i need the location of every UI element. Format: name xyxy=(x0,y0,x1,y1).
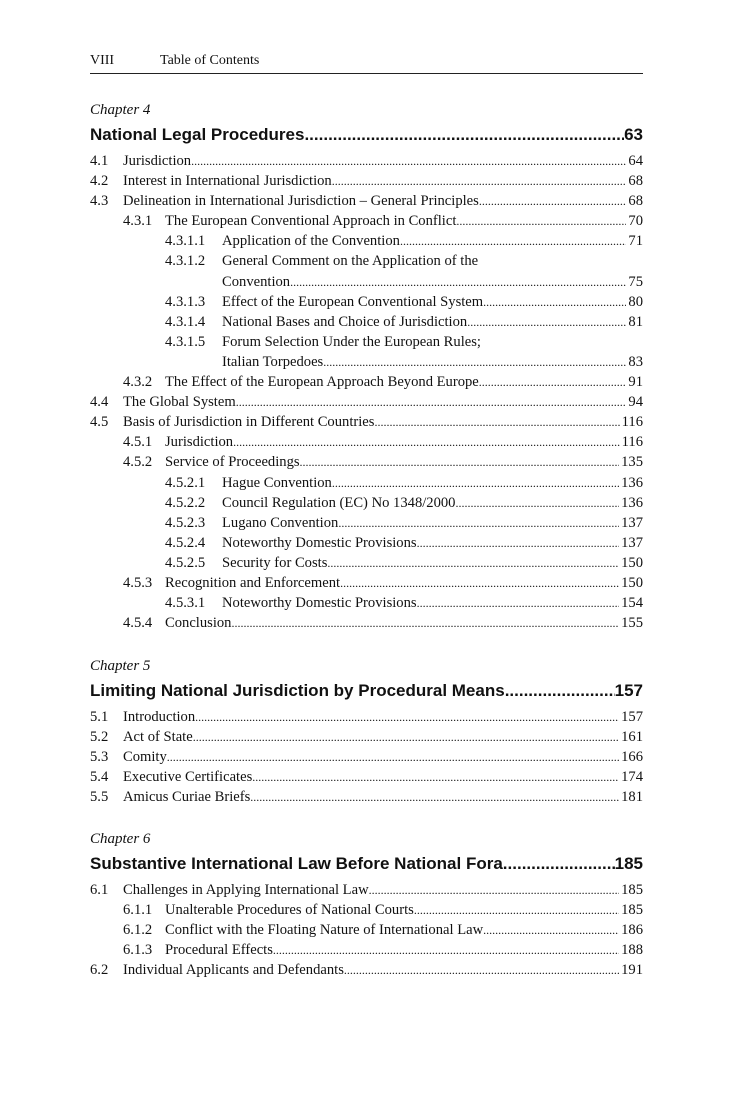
leader-dots xyxy=(340,573,619,593)
entry-title: Effect of the European Conventional System xyxy=(222,293,484,310)
entry-number: 4.3.1 xyxy=(123,213,153,230)
entry-title: Jurisdiction xyxy=(165,434,234,451)
leader-dots xyxy=(456,211,626,231)
entry-title: Amicus Curiae Briefs xyxy=(123,789,251,806)
toc-entry[interactable] xyxy=(90,573,643,593)
entry-title: Conclusion xyxy=(165,615,232,632)
leader-dots xyxy=(304,121,624,149)
toc-entries xyxy=(90,151,643,633)
toc-entry[interactable] xyxy=(90,767,643,787)
toc-entry[interactable] xyxy=(90,171,643,191)
entry-title: Comity xyxy=(123,749,167,766)
entry-page: 155 xyxy=(621,615,643,632)
toc-entry[interactable] xyxy=(90,452,643,472)
chapter-label: Chapter 6 xyxy=(90,831,151,847)
leader-dots xyxy=(479,372,627,392)
entry-number: 5.4 xyxy=(90,769,109,786)
entry-page: 137 xyxy=(621,534,643,551)
chapter-6-section xyxy=(90,828,643,980)
leader-dots xyxy=(231,613,619,633)
leader-dots xyxy=(233,432,620,452)
entry-number: 6.1.3 xyxy=(123,942,153,959)
entry-page: 157 xyxy=(621,709,643,725)
leader-dots xyxy=(369,880,620,900)
chapter-5-section xyxy=(90,655,643,807)
chapter-title: Limiting National Jurisdiction by Procedural Means xyxy=(90,681,505,700)
entry-title: Service of Proceedings xyxy=(165,454,300,471)
toc-entry[interactable] xyxy=(90,372,643,392)
toc-entry[interactable] xyxy=(90,191,643,211)
entry-number: 4.5.2.2 xyxy=(165,494,206,511)
entry-number: 6.1.2 xyxy=(123,922,153,939)
toc-entry[interactable] xyxy=(90,292,643,312)
entry-title: Forum Selection Under the European Rules; xyxy=(222,333,481,350)
leader-dots xyxy=(290,272,626,292)
leader-dots xyxy=(327,553,619,573)
entry-number: 4.3.2 xyxy=(123,374,153,391)
entry-title: Procedural Effects xyxy=(165,942,273,959)
entry-number: 4.1 xyxy=(90,153,109,169)
leader-dots xyxy=(167,747,619,767)
leader-dots xyxy=(236,392,627,412)
entry-number: 4.5 xyxy=(90,414,109,431)
entry-number: 4.5.2.3 xyxy=(165,514,206,531)
entry-number: 6.1 xyxy=(90,882,109,898)
entry-page: 70 xyxy=(628,213,643,230)
entry-page: 150 xyxy=(621,554,643,571)
entry-number: 4.3.1.2 xyxy=(165,253,206,270)
entry-title: National Bases and Choice of Jurisdiction xyxy=(222,313,468,330)
chapter-title-link[interactable] xyxy=(90,677,643,705)
leader-dots xyxy=(344,960,619,980)
leader-dots xyxy=(250,787,619,807)
entry-page: 185 xyxy=(621,882,643,898)
entry-number: 5.2 xyxy=(90,729,109,746)
entry-title: Executive Certificates xyxy=(123,769,253,786)
entry-page: 64 xyxy=(628,153,643,169)
entry-number: 5.3 xyxy=(90,749,109,766)
page-number: VIII xyxy=(90,53,115,68)
toc-entry[interactable] xyxy=(90,352,643,372)
entry-page: 185 xyxy=(621,902,643,919)
entry-number: 5.5 xyxy=(90,789,109,806)
entry-page: 81 xyxy=(628,313,643,330)
entry-page: 68 xyxy=(628,193,643,210)
entry-page: 137 xyxy=(621,514,643,531)
entry-number: 4.5.2 xyxy=(123,454,153,471)
leader-dots xyxy=(323,352,626,372)
toc-entry[interactable] xyxy=(90,613,643,633)
entry-title: Basis of Jurisdiction in Different Countries xyxy=(123,414,375,431)
leader-dots xyxy=(467,312,626,332)
entry-number: 4.3.1.4 xyxy=(165,313,206,330)
entry-title: Council Regulation (EC) No 1348/2000 xyxy=(222,494,456,511)
leader-dots xyxy=(483,920,619,940)
leader-dots xyxy=(505,677,615,705)
entry-number: 4.5.2.1 xyxy=(165,474,206,491)
entry-number: 4.5.3 xyxy=(123,574,153,591)
entry-title: Introduction xyxy=(123,709,196,725)
toc-entries xyxy=(90,880,643,980)
entry-number: 4.5.2.5 xyxy=(165,554,206,571)
entry-title: Italian Torpedoes xyxy=(222,353,324,370)
toc-entry[interactable] xyxy=(90,900,643,920)
toc-entry[interactable] xyxy=(90,553,643,573)
leader-dots xyxy=(479,191,627,211)
toc-entry[interactable] xyxy=(90,251,643,271)
entry-title: Unalterable Procedures of National Courts xyxy=(165,902,414,919)
entry-page: 71 xyxy=(628,233,643,250)
toc-entry[interactable] xyxy=(90,312,643,332)
chapter-title-link[interactable] xyxy=(90,850,643,878)
entry-title: Convention xyxy=(222,273,291,290)
leader-dots xyxy=(300,452,620,472)
chapter-title-link[interactable] xyxy=(90,121,643,149)
leader-dots xyxy=(332,171,627,191)
entry-title: Challenges in Applying International Law xyxy=(123,882,369,898)
leader-dots xyxy=(338,513,619,533)
entry-page: 191 xyxy=(621,962,643,979)
toc-entry[interactable] xyxy=(90,513,643,533)
entry-title: Lugano Convention xyxy=(222,514,339,531)
toc-entry[interactable] xyxy=(90,412,643,432)
entry-title: Act of State xyxy=(123,729,193,746)
chapter-4-section xyxy=(90,99,643,633)
toc-entry[interactable] xyxy=(90,151,643,171)
leader-dots xyxy=(503,850,615,878)
entry-page: 68 xyxy=(628,173,643,190)
entry-number: 4.5.1 xyxy=(123,434,153,451)
leader-dots xyxy=(252,767,619,787)
toc-entry[interactable] xyxy=(90,940,643,960)
toc-entry[interactable] xyxy=(90,707,643,727)
leader-dots xyxy=(195,707,619,727)
entry-page: 188 xyxy=(621,942,643,959)
entry-page: 166 xyxy=(621,749,643,766)
entry-number: 5.1 xyxy=(90,709,109,725)
entry-page: 80 xyxy=(628,293,643,310)
leader-dots xyxy=(400,231,626,251)
running-header xyxy=(90,53,643,74)
leader-dots xyxy=(374,412,619,432)
entry-title: Recognition and Enforcement xyxy=(165,574,341,591)
chapter-page: 157 xyxy=(614,681,643,700)
entry-number: 4.3.1.3 xyxy=(165,293,206,310)
entry-number: 4.3.1.1 xyxy=(165,233,206,250)
chapter-page: 63 xyxy=(624,125,643,144)
entry-page: 75 xyxy=(628,273,643,290)
chapter-page: 185 xyxy=(614,854,643,873)
entry-title: Interest in International Jurisdiction xyxy=(123,173,332,190)
toc-entry[interactable] xyxy=(90,920,643,940)
running-title: Table of Contents xyxy=(160,53,260,68)
entry-number: 4.2 xyxy=(90,173,109,190)
toc-entry[interactable] xyxy=(90,747,643,767)
toc-entry[interactable] xyxy=(90,593,643,613)
entry-page: 150 xyxy=(621,574,643,591)
toc-entry[interactable] xyxy=(90,211,643,231)
toc-entry[interactable] xyxy=(90,272,643,292)
entry-page: 94 xyxy=(628,394,643,411)
toc-entry[interactable] xyxy=(90,432,643,452)
leader-dots xyxy=(414,900,619,920)
entry-title: Conflict with the Floating Nature of International Law xyxy=(165,922,484,939)
chapter-label: Chapter 5 xyxy=(90,658,151,674)
entry-number: 4.4 xyxy=(90,394,109,411)
entry-title: The Effect of the European Approach Beyond Europe xyxy=(165,374,479,391)
toc-entry[interactable] xyxy=(90,533,643,553)
entry-number: 4.5.2.4 xyxy=(165,534,206,551)
entry-number: 4.5.3.1 xyxy=(165,595,206,612)
toc-entry[interactable] xyxy=(90,787,643,807)
entry-page: 161 xyxy=(621,729,643,746)
entry-page: 154 xyxy=(621,595,643,612)
entry-page: 135 xyxy=(621,454,643,471)
entry-title: Jurisdiction xyxy=(123,153,192,169)
entry-title: Hague Convention xyxy=(222,474,332,491)
entry-title: General Comment on the Application of the xyxy=(222,253,479,270)
entry-title: Security for Costs xyxy=(222,554,328,571)
entry-title: Application of the Convention xyxy=(222,233,400,250)
entry-page: 83 xyxy=(628,353,643,370)
toc-entry[interactable] xyxy=(90,880,643,900)
leader-dots xyxy=(273,940,619,960)
chapter-title: National Legal Procedures xyxy=(90,125,305,144)
entry-title: The European Conventional Approach in Conflict xyxy=(165,213,457,230)
entry-number: 6.2 xyxy=(90,962,109,979)
leader-dots xyxy=(455,493,619,513)
entry-page: 174 xyxy=(621,769,643,786)
toc-entry[interactable] xyxy=(90,332,643,352)
entry-number: 4.3 xyxy=(90,193,109,210)
leader-dots xyxy=(417,533,620,553)
toc-entry[interactable] xyxy=(90,231,643,251)
chapter-label: Chapter 4 xyxy=(90,102,151,118)
entry-page: 186 xyxy=(621,922,643,939)
leader-dots xyxy=(191,151,626,171)
toc-entries xyxy=(90,707,643,807)
toc-entry[interactable] xyxy=(90,727,643,747)
chapter-title: Substantive International Law Before National Fora xyxy=(90,854,503,873)
entry-title: Noteworthy Domestic Provisions xyxy=(222,595,417,612)
toc-entry[interactable] xyxy=(90,493,643,513)
entry-title: Individual Applicants and Defendants xyxy=(123,962,344,979)
toc-entry[interactable] xyxy=(90,392,643,412)
entry-page: 116 xyxy=(621,434,643,451)
entry-page: 181 xyxy=(621,789,643,806)
leader-dots xyxy=(417,593,620,613)
entry-title: Noteworthy Domestic Provisions xyxy=(222,534,417,551)
leader-dots xyxy=(483,292,626,312)
entry-page: 116 xyxy=(621,414,643,431)
entry-number: 6.1.1 xyxy=(123,902,153,919)
toc-entry[interactable] xyxy=(90,473,643,493)
entry-title: The Global System xyxy=(123,394,236,411)
entry-page: 136 xyxy=(621,494,643,511)
leader-dots xyxy=(332,473,619,493)
toc-entry[interactable] xyxy=(90,960,643,980)
entry-number: 4.3.1.5 xyxy=(165,333,206,350)
leader-dots xyxy=(193,727,619,747)
entry-title: Delineation in International Jurisdiction – General Principles xyxy=(123,193,479,210)
entry-page: 91 xyxy=(628,374,643,391)
entry-page: 136 xyxy=(621,474,643,491)
entry-number: 4.5.4 xyxy=(123,615,153,632)
